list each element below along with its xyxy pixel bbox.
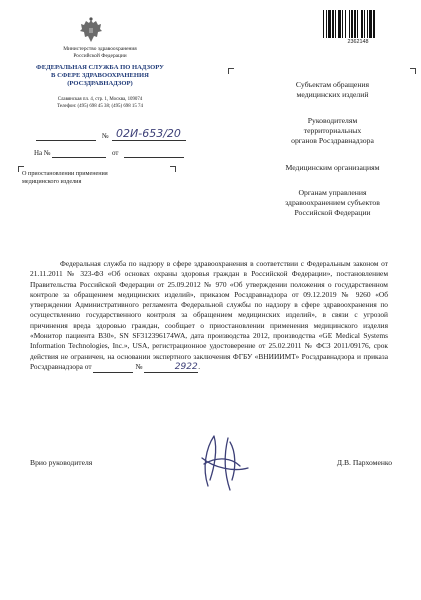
barcode (322, 10, 394, 38)
letter-subject (22, 170, 172, 186)
recipient-line: здравоохранением субъектов (285, 198, 380, 207)
service-line: В СФЕРЕ ЗДРАВООХРАНЕНИЯ (51, 72, 149, 79)
subject-line: медицинского изделия (22, 178, 82, 185)
reference-row (20, 149, 190, 161)
barcode-bar (335, 10, 336, 38)
barcode-bar (361, 10, 363, 38)
address-line: Славянская пл. 4, стр. 1, Москва, 109074 (57, 97, 143, 102)
letter-body (30, 259, 388, 373)
reference-number-label: На № (34, 149, 51, 157)
body-paragraph: Федеральная служба по надзору в сфере здравоохранения в соответствии с Федеральным законом от 21.11.2011 № 323-ФЗ «Об основах охраны здоровья граждан в Российской Федерации», постановлением Правительства Российской Федерации от 25.09.2012 № 970 «Об утверждении положения о государственном контроле за обращением медицинских изделий», приказом Росздравнадзора от 09.12.2019 № 9260 «Об утверждении Административного регламента Федеральной службы по надзору в сфере здравоохранения по осуществлению государственного контроля за обращением медицинских изделий», в связи с угрозой причинения вреда здоровью граждан, сообщает о приостановлении применения медицинского изделия «Монитор пациента B30», SN SF312396174WA, дата производства 2012, производства «GE Medical Systems Information Technologies, Inc.», USA, регистрационное удостоверение от 25.02.2011 № ФСЗ 2011/09176, срок действия не ограничен, на основании экспертного заключения ФГБУ «ВНИИИМТ» Росздравнадзора и приказа Росздравнадзора от (30, 259, 388, 371)
barcode-bar (332, 10, 334, 38)
barcode-bar (351, 10, 353, 38)
barcode-bar (328, 10, 331, 38)
barcode-bar (326, 10, 327, 38)
barcode-bar (357, 10, 358, 38)
barcode-bar (345, 10, 346, 38)
corner-mark (410, 68, 416, 74)
number-label: № (102, 132, 109, 140)
address-block (20, 96, 180, 111)
number-underline (112, 140, 186, 141)
reference-date-label: от (112, 149, 119, 157)
service-name (20, 64, 180, 88)
recipient-line: территориальных (303, 126, 362, 135)
barcode-bar (373, 10, 375, 38)
order-date-underline (93, 362, 133, 373)
barcode-number: 2362148 (347, 39, 369, 45)
recipient-line: Субъектам обращения (295, 80, 370, 89)
barcode-bar (364, 10, 365, 38)
recipient-block (250, 163, 415, 173)
ministry-line: Российской Федерации (73, 52, 127, 59)
barcode-bar (354, 10, 356, 38)
recipient-line: органов Росздравнадзора (291, 136, 374, 145)
signatory-position: Врио руководителя (30, 458, 93, 467)
handwritten-signature (184, 428, 264, 498)
barcode-bar (349, 10, 350, 38)
subject-line: О приостановлении применения (22, 170, 108, 177)
address-line: Телефон: (495) 698 45 38; (495) 698 15 74 (57, 104, 143, 110)
recipient-line: медицинских изделий (296, 90, 369, 99)
recipient-block (250, 188, 415, 218)
recipient-line: Органам управления (298, 188, 367, 197)
body-end: . (198, 361, 201, 371)
ministry-name (20, 46, 180, 59)
outgoing-number-row (20, 127, 190, 144)
coat-of-arms-emblem (78, 16, 104, 46)
order-number-underline (144, 361, 201, 373)
recipient-block (250, 80, 415, 100)
reference-number-underline (52, 157, 106, 158)
barcode-bar (323, 10, 324, 38)
ministry-line: Министерство здравоохранения (63, 46, 137, 52)
recipient-block (250, 116, 415, 146)
order-number: 2922 (174, 361, 198, 372)
reference-date-underline (124, 157, 184, 158)
signatory-name: Д.В. Пархоменко (336, 458, 392, 467)
recipient-line: Российской Федерации (294, 208, 371, 217)
service-line: (РОСЗДРАВНАДЗОР) (67, 80, 133, 87)
order-number-label: № (135, 361, 143, 371)
recipient-line: Руководителям (307, 116, 358, 125)
barcode-bar (338, 10, 341, 38)
outgoing-number: 02И-653/20 (116, 127, 181, 140)
barcode-bar (367, 10, 368, 38)
service-line: ФЕДЕРАЛЬНАЯ СЛУЖБА ПО НАДЗОРУ (36, 64, 164, 71)
barcode-bar (342, 10, 343, 38)
barcode-bar (369, 10, 372, 38)
corner-mark (228, 68, 234, 74)
date-underline (36, 140, 96, 141)
recipient-line: Медицинским организациям (285, 163, 380, 172)
